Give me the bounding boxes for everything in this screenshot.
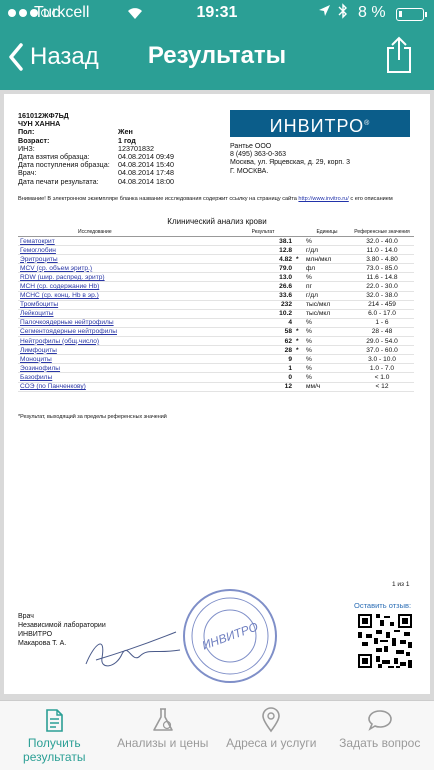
patient-field-print-date: Дата печати результата: 04.08.2014 18:00 (18, 176, 174, 186)
result-test-link[interactable]: СОЭ (по Панченкову) (18, 382, 232, 391)
lab-name: Рантье ООО (230, 143, 272, 150)
result-test-link[interactable]: Эозинофилы (18, 364, 232, 373)
result-ref-range: 32.0 - 40.0 (350, 237, 414, 246)
result-ref-range: 29.0 - 54.0 (350, 337, 414, 346)
result-test-link[interactable]: Моноциты (18, 355, 232, 364)
result-ref-range: 37.0 - 60.0 (350, 346, 414, 355)
result-flag (294, 264, 304, 273)
lab-city: Г. МОСКВА. (230, 167, 269, 175)
status-bar (0, 0, 434, 28)
table-row (18, 309, 414, 318)
header-ref: Референсные значения (350, 228, 414, 237)
result-ref-range: 3.0 - 10.0 (350, 355, 414, 364)
result-flag (294, 318, 304, 327)
table-row (18, 364, 414, 373)
result-flag: * (294, 327, 304, 336)
result-flag (294, 282, 304, 291)
result-value: 58 (232, 327, 294, 336)
location-arrow-icon (318, 4, 331, 20)
patient-field-doctor: Врач: 04.08.2014 17:48 (18, 168, 174, 178)
table-row (18, 255, 414, 264)
tab-get-results[interactable] (0, 701, 109, 770)
result-flag (294, 300, 304, 309)
result-value: 62 (232, 337, 294, 346)
result-test-link[interactable]: Гемоглобин (18, 246, 232, 255)
table-row (18, 373, 414, 382)
result-flag (294, 237, 304, 246)
tab-ask-question[interactable] (326, 701, 434, 770)
result-ref-range: 214 - 459 (350, 300, 414, 309)
result-test-link[interactable]: MCHC (ср. конц. Hb в эр.) (18, 291, 232, 300)
result-flag: * (294, 337, 304, 346)
header-unit: Единицы (304, 228, 350, 237)
top-bar (0, 0, 434, 90)
result-test-link[interactable]: RDW (шир. распред. эритр) (18, 273, 232, 282)
leave-feedback-label[interactable]: Оставить отзыв: (354, 601, 412, 610)
result-unit: млн/мкл (304, 255, 350, 264)
patient-field-inz: ИНЗ: 123701832 (18, 143, 154, 153)
results-title: Клинический анализ крови (167, 217, 267, 226)
table-row (18, 237, 414, 246)
page-number: 1 из 1 (392, 581, 410, 588)
clock: 19:31 (196, 4, 238, 21)
patient-field-received-date: Дата поступления образца: 04.08.2014 15:40 (18, 160, 174, 170)
table-row (18, 355, 414, 364)
table-row (18, 273, 414, 282)
electronic-copy-notice: Внимание! В электронном экземпляре бланка название исследования содержит ссылку на страницу сайта http://www.invitro.ru/ с его описанием (18, 196, 393, 202)
result-unit: % (304, 327, 350, 336)
result-unit: % (304, 364, 350, 373)
patient-field-sample-date: Дата взятия образца: 04.08.2014 09:49 (18, 152, 174, 162)
result-unit: пг (304, 282, 350, 291)
result-value: 4 (232, 318, 294, 327)
share-icon (384, 36, 414, 74)
result-flag (294, 382, 304, 391)
result-flag: * (294, 346, 304, 355)
result-unit: фл (304, 264, 350, 273)
result-unit: тыс/мкл (304, 309, 350, 318)
result-unit: % (304, 318, 350, 327)
result-flag (294, 364, 304, 373)
result-value: 4.82 (232, 255, 294, 264)
result-flag (294, 291, 304, 300)
result-flag (294, 246, 304, 255)
svg-text:ИНВИТРО: ИНВИТРО (200, 619, 260, 653)
result-ref-range: 32.0 - 38.0 (350, 291, 414, 300)
tab-label: Анализы и цены (117, 736, 209, 750)
result-value: 232 (232, 300, 294, 309)
result-test-link[interactable]: Лейкоциты (18, 309, 232, 318)
tab-tests-prices[interactable] (109, 701, 218, 770)
result-value: 1 (232, 364, 294, 373)
result-unit: тыс/мкл (304, 300, 350, 309)
tab-addresses-services[interactable] (217, 701, 326, 770)
result-test-link[interactable]: MCV (ср. объем эритр.) (18, 264, 232, 273)
flask-icon (151, 707, 175, 733)
table-row (18, 327, 414, 336)
result-value: 28 (232, 346, 294, 355)
result-unit: мм/ч (304, 382, 350, 391)
result-value: 13.0 (232, 273, 294, 282)
result-value: 12 (232, 382, 294, 391)
invitro-logo: ИНВИТРО® (230, 110, 410, 137)
battery-percent: 8 % (358, 4, 386, 21)
result-value: 10.2 (232, 309, 294, 318)
table-row (18, 291, 414, 300)
result-unit: г/дл (304, 291, 350, 300)
result-ref-range: 3.80 - 4.80 (350, 255, 414, 264)
share-button[interactable] (384, 36, 414, 74)
lab-info (230, 143, 350, 176)
result-ref-range: 28 - 48 (350, 327, 414, 336)
table-row (18, 246, 414, 255)
result-ref-range: < 1.0 (350, 373, 414, 382)
result-test-link[interactable]: MCH (ср. содержание Hb) (18, 282, 232, 291)
location-pin-icon (259, 707, 283, 733)
doctor-block: Врач Независимой лаборатории ИНВИТРО Макарова Т. А. (18, 613, 106, 647)
lab-stamp (180, 586, 280, 686)
document-icon (42, 707, 66, 733)
result-value: 33.6 (232, 291, 294, 300)
tab-label: Получить результаты (23, 736, 86, 764)
results-table (18, 228, 414, 392)
result-unit: % (304, 346, 350, 355)
patient-info (18, 112, 174, 186)
battery-icon (396, 8, 424, 21)
result-value: 38.1 (232, 237, 294, 246)
doctor-signature (76, 624, 186, 674)
result-flag: * (294, 255, 304, 264)
table-row (18, 382, 414, 391)
result-ref-range: 6.0 - 17.0 (350, 309, 414, 318)
table-row (18, 346, 414, 355)
table-row (18, 264, 414, 273)
patient-name: ЧУН ХАННА (18, 119, 61, 129)
result-test-link[interactable]: Гематокрит (18, 237, 232, 246)
chat-bubble-icon (367, 707, 393, 733)
table-row (18, 300, 414, 309)
result-value: 12.8 (232, 246, 294, 255)
table-row (18, 282, 414, 291)
back-label: Назад (30, 43, 99, 70)
result-unit: % (304, 237, 350, 246)
result-ref-range: 22.0 - 30.0 (350, 282, 414, 291)
result-unit: г/дл (304, 246, 350, 255)
qr-code[interactable] (356, 612, 414, 670)
result-flag (294, 309, 304, 318)
lab-result-document (4, 94, 430, 694)
result-flag (294, 273, 304, 282)
result-flag (294, 373, 304, 382)
page-title: Результаты (147, 42, 287, 69)
result-flag (294, 355, 304, 364)
result-test-link[interactable]: Лимфоциты (18, 346, 232, 355)
result-unit: % (304, 337, 350, 346)
result-test-link[interactable]: Сегментоядерные нейтрофилы (18, 327, 232, 336)
tab-label: Адреса и услуги (226, 736, 317, 750)
result-ref-range: 11.0 - 14.0 (350, 246, 414, 255)
result-test-link[interactable]: Палочкоядерные нейтрофилы (18, 318, 232, 327)
header-result: Результат (232, 228, 294, 237)
result-value: 9 (232, 355, 294, 364)
patient-field-sex: Пол: Жен (18, 127, 133, 137)
result-test-link[interactable]: Тромбоциты (18, 300, 232, 309)
result-unit: % (304, 355, 350, 364)
invitro-site-link[interactable]: http://www.invitro.ru/ (298, 196, 349, 202)
patient-id: 161012ЖФ7ЬД (18, 111, 69, 120)
result-ref-range: 1 - 6 (350, 318, 414, 327)
table-row (18, 318, 414, 327)
tab-label: Задать вопрос (339, 736, 421, 750)
table-row (18, 337, 414, 346)
result-ref-range: 11.6 - 14.8 (350, 273, 414, 282)
results-footnote: *Результат, выходящий за пределы референсных значений (18, 414, 167, 420)
result-value: 26.6 (232, 282, 294, 291)
tab-bar (0, 700, 434, 770)
patient-field-age: Возраст: 1 год (18, 135, 136, 145)
result-test-link[interactable]: Нейтрофилы (общ.число) (18, 337, 232, 346)
lab-address: Москва, ул. Ярцевская, д. 29, корп. 3 (230, 159, 350, 167)
result-ref-range: 73.0 - 85.0 (350, 264, 414, 273)
carrier-name: Turkcell (34, 4, 90, 21)
lab-phone: 8 (495) 363-0-363 (230, 151, 287, 159)
result-test-link[interactable]: Эритроциты (18, 255, 232, 264)
bluetooth-icon (338, 3, 348, 23)
result-value: 0 (232, 373, 294, 382)
result-ref-range: 1.0 - 7.0 (350, 364, 414, 373)
result-test-link[interactable]: Базофилы (18, 373, 232, 382)
result-unit: % (304, 273, 350, 282)
result-value: 79.0 (232, 264, 294, 273)
result-ref-range: < 12 (350, 382, 414, 391)
results-header-row (18, 228, 414, 237)
result-unit: % (304, 373, 350, 382)
header-test: Исследование (18, 228, 232, 237)
